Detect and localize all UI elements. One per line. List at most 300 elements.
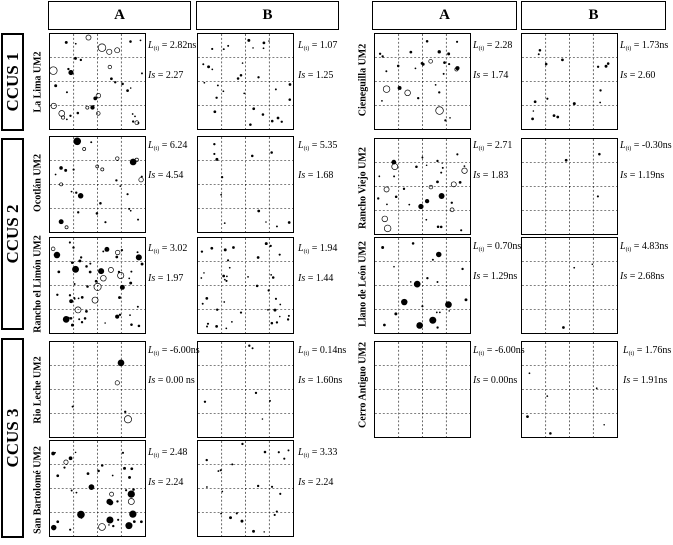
tree-point <box>378 175 380 177</box>
tree-point <box>268 40 270 42</box>
point-pattern-panel-rio-leche-um2-a <box>49 341 146 438</box>
tree-point <box>597 66 599 68</box>
tree-point <box>545 63 548 66</box>
tree-point <box>236 512 238 514</box>
is-symbol: Is <box>298 477 306 488</box>
l-value: = 1.94 <box>309 243 338 254</box>
is-statistic <box>473 375 525 386</box>
tree-point <box>57 271 60 274</box>
tree-point <box>123 467 126 470</box>
tree-point <box>603 424 605 426</box>
tree-point <box>288 315 290 317</box>
tree-point <box>89 484 95 490</box>
tree-point <box>226 276 228 278</box>
tree-point <box>279 304 281 306</box>
l-value: = 1.76ns <box>634 345 672 356</box>
tree-point <box>461 268 463 270</box>
is-symbol: Is <box>620 70 628 81</box>
l-subscript: (t) <box>478 247 485 253</box>
tree-point <box>54 84 57 87</box>
tree-point <box>269 245 271 247</box>
tree-point <box>81 296 84 299</box>
tree-point <box>215 325 218 328</box>
l-symbol: L <box>148 447 154 458</box>
tree-point <box>276 511 278 513</box>
tree-point <box>436 160 438 162</box>
tree-point <box>384 225 391 232</box>
tree-point <box>211 68 213 70</box>
tree-point <box>534 100 537 103</box>
l-symbol: L <box>298 140 304 151</box>
tree-point <box>104 221 106 223</box>
l-value: = 4.83ns <box>631 241 669 252</box>
tree-point <box>381 246 384 249</box>
tree-point <box>85 310 88 313</box>
tree-point <box>377 197 379 199</box>
l-statistic <box>473 40 512 55</box>
tree-point <box>200 277 202 279</box>
is-symbol: Is <box>473 375 481 386</box>
tree-point <box>436 181 439 184</box>
tree-point <box>77 112 80 115</box>
l-statistic <box>473 345 525 360</box>
tree-point <box>271 322 274 325</box>
tree-point <box>440 226 443 229</box>
tree-point <box>277 117 280 120</box>
tree-point <box>202 303 204 305</box>
tree-point <box>403 188 405 190</box>
tree-point <box>392 164 398 170</box>
is-value: = 1.68 <box>305 170 334 181</box>
tree-point <box>56 474 59 477</box>
tree-point <box>207 65 210 68</box>
tree-point <box>240 312 242 314</box>
tree-point <box>241 520 244 523</box>
tree-point <box>443 73 445 75</box>
is-statistic <box>148 273 187 284</box>
l-statistic <box>148 447 187 462</box>
tree-point <box>203 272 205 274</box>
tree-point <box>121 83 124 86</box>
is-statistic <box>148 170 187 181</box>
tree-point <box>96 112 100 116</box>
tree-point <box>201 250 203 252</box>
tree-point <box>275 88 277 90</box>
is-symbol: Is <box>148 70 156 81</box>
tree-point <box>104 322 106 324</box>
tree-point <box>220 513 222 515</box>
tree-point <box>421 62 424 65</box>
tree-point <box>598 153 601 156</box>
tree-point <box>271 120 274 123</box>
tree-point <box>137 219 139 221</box>
tree-point <box>443 61 446 64</box>
tree-point <box>128 490 135 497</box>
tree-point <box>128 277 130 279</box>
l-symbol: L <box>620 40 626 51</box>
tree-point <box>69 456 73 460</box>
is-value: = 1.60ns <box>305 375 343 386</box>
site-label-ocotlan: Ocotlán UM2 <box>32 153 44 213</box>
l-value: = 2.82ns <box>159 40 197 51</box>
tree-point <box>436 252 441 257</box>
tree-point <box>86 35 91 40</box>
is-symbol: Is <box>148 273 156 284</box>
tree-point <box>398 86 402 90</box>
quadrat-grid <box>50 441 145 536</box>
tree-point <box>449 117 451 119</box>
tree-point <box>442 167 444 169</box>
l-symbol: L <box>473 140 479 151</box>
l-subscript: (t) <box>303 351 310 357</box>
tree-point <box>65 226 68 229</box>
tree-point <box>80 517 82 519</box>
tree-point <box>75 43 77 45</box>
tree-point <box>221 176 223 178</box>
point-pattern-panel-san-bartolome-um2-b <box>197 440 294 537</box>
tree-point <box>539 49 542 52</box>
l-symbol: L <box>298 40 304 51</box>
l-statistic <box>298 243 337 258</box>
tree-point <box>252 47 254 49</box>
tree-point <box>247 276 249 278</box>
tree-point <box>270 151 273 154</box>
tree-point <box>460 229 462 231</box>
is-symbol: Is <box>473 271 481 282</box>
tree-point <box>128 208 130 210</box>
tree-point <box>426 277 428 279</box>
tree-point <box>276 225 278 227</box>
tree-point <box>221 491 223 493</box>
tree-point <box>220 194 222 196</box>
is-value: = 1.19ns <box>627 170 665 181</box>
tree-point <box>51 525 56 530</box>
tree-point <box>122 452 124 454</box>
group-ccus-3 <box>1 338 24 538</box>
tree-point <box>257 210 260 213</box>
tree-point <box>247 39 250 42</box>
statistics-ocotlan-um2-b <box>298 140 337 181</box>
is-symbol: Is <box>298 273 306 284</box>
quadrat-grid <box>522 342 617 437</box>
tree-point <box>116 500 118 502</box>
statistics-san-bartolome-um2-b <box>298 447 337 488</box>
tree-point <box>412 242 415 245</box>
tree-point <box>256 285 259 288</box>
tree-point <box>562 326 565 329</box>
tree-point <box>267 309 269 311</box>
tree-point <box>108 267 113 272</box>
tree-point <box>262 113 265 116</box>
site-label-cerro-antiguo: Cerro Antiguo UM2 <box>357 342 369 428</box>
quadrat-grid <box>375 238 470 333</box>
l-statistic <box>298 447 337 462</box>
tree-point <box>225 328 227 330</box>
tree-point <box>222 90 224 92</box>
tree-point <box>279 316 281 318</box>
tree-point <box>417 97 419 99</box>
l-symbol: L <box>623 345 629 356</box>
tree-point <box>464 165 466 167</box>
l-symbol: L <box>148 345 154 356</box>
tree-point <box>77 211 79 213</box>
tree-point <box>68 70 73 75</box>
point-pattern-panel-cerro-antiguo-um2-a <box>374 341 471 438</box>
is-value: = 0.00 ns <box>155 375 195 386</box>
tree-point <box>549 432 552 435</box>
tree-point <box>381 100 383 102</box>
tree-point <box>421 305 423 307</box>
quadrat-grid <box>198 441 293 536</box>
tree-point <box>394 312 397 315</box>
l-value: = 6.24 <box>159 140 188 151</box>
statistics-ocotlan-um2-a <box>148 140 187 181</box>
tree-point <box>54 452 56 454</box>
tree-point <box>257 256 260 259</box>
tree-point <box>132 120 134 122</box>
tree-point <box>108 65 112 69</box>
tree-point <box>85 265 88 268</box>
tree-point <box>459 181 462 184</box>
is-symbol: Is <box>298 70 306 81</box>
tree-point <box>252 347 254 349</box>
tree-point <box>203 82 205 84</box>
tree-point <box>55 174 57 176</box>
tree-point <box>215 158 218 161</box>
tree-point <box>90 141 92 143</box>
tree-point <box>128 498 134 504</box>
is-value: = 4.54 <box>155 170 184 181</box>
tree-point <box>59 166 63 170</box>
is-symbol: Is <box>148 375 156 386</box>
l-statistic <box>298 40 337 55</box>
statistics-rancho-el-limon-um2-a <box>148 243 187 284</box>
is-statistic <box>623 375 671 386</box>
l-value: = -6.00ns <box>484 345 525 356</box>
is-symbol: Is <box>620 170 628 181</box>
tree-point <box>83 147 86 150</box>
tree-point <box>263 47 265 49</box>
point-pattern-panel-ocotlan-um2-a <box>49 136 146 233</box>
tree-point <box>429 59 433 63</box>
tree-point <box>410 281 412 283</box>
is-value: = 2.24 <box>305 477 334 488</box>
tree-point <box>81 321 83 323</box>
tree-point <box>139 177 144 182</box>
column-header-a-right: A <box>372 1 517 30</box>
tree-point <box>112 475 114 477</box>
tree-point <box>275 298 277 300</box>
tree-point <box>414 281 421 288</box>
l-statistic <box>148 243 187 258</box>
tree-point <box>130 159 137 166</box>
is-value: = 2.68ns <box>627 271 665 282</box>
tree-point <box>538 53 540 55</box>
site-label-llano-de-leon: Llano de León UM2 <box>357 241 369 327</box>
tree-point <box>278 451 280 453</box>
tree-point <box>597 195 599 197</box>
tree-point <box>426 164 428 166</box>
l-value: = 0.70ns <box>484 241 522 252</box>
tree-point <box>65 41 68 44</box>
tree-point <box>465 298 468 301</box>
tree-point <box>70 317 73 320</box>
tree-point <box>69 115 71 117</box>
l-symbol: L <box>148 243 154 254</box>
tree-point <box>69 529 71 531</box>
quadrat-grid <box>198 34 293 129</box>
statistics-cieneguilla-um2-b <box>620 40 668 81</box>
tree-point <box>432 259 434 261</box>
tree-point <box>288 98 291 101</box>
tree-point <box>205 297 208 300</box>
group-ccus-2 <box>1 138 24 330</box>
l-value: = 2.48 <box>159 447 188 458</box>
tree-point <box>242 62 244 64</box>
tree-point <box>117 519 119 521</box>
is-value: = 1.29ns <box>480 271 518 282</box>
tree-point <box>115 179 117 181</box>
site-label-san-bartolome: San Bartolomé UM2 <box>32 446 44 534</box>
tree-point <box>429 317 436 324</box>
tree-point <box>269 400 271 402</box>
tree-point <box>130 87 132 89</box>
l-symbol: L <box>473 345 479 356</box>
tree-point <box>408 204 410 206</box>
tree-point <box>63 316 70 323</box>
quadrat-grid <box>50 238 145 333</box>
tree-point <box>107 49 112 54</box>
tree-point <box>80 59 82 61</box>
is-statistic <box>298 70 337 81</box>
tree-point <box>101 168 104 171</box>
is-statistic <box>298 375 346 386</box>
tree-point <box>421 157 423 159</box>
tree-point <box>438 91 440 93</box>
is-statistic <box>473 170 512 181</box>
group-label: CCUS 2 <box>2 204 22 264</box>
statistics-rancho-el-limon-um2-b <box>298 243 337 284</box>
tree-point <box>80 256 82 258</box>
tree-point <box>279 254 281 256</box>
tree-point <box>112 525 114 527</box>
is-symbol: Is <box>473 70 481 81</box>
statistics-cieneguilla-um2-a <box>473 40 512 81</box>
tree-point <box>384 187 389 192</box>
tree-point <box>69 294 71 296</box>
tree-point <box>249 123 252 126</box>
tree-point <box>451 202 453 204</box>
statistics-cerro-antiguo-um2-b <box>623 345 671 386</box>
tree-point <box>64 460 68 464</box>
tree-point <box>257 485 259 487</box>
tree-point <box>437 281 439 283</box>
is-symbol: Is <box>148 170 156 181</box>
tree-point <box>393 266 395 268</box>
tree-point <box>288 449 290 451</box>
tree-point <box>265 242 268 245</box>
l-statistic <box>623 345 671 360</box>
quadrat-grid <box>198 137 293 232</box>
tree-point <box>121 249 123 251</box>
point-pattern-panel-rio-leche-um2-b <box>197 341 294 438</box>
tree-point <box>125 489 127 491</box>
l-subscript: (t) <box>625 46 632 52</box>
tree-point <box>232 246 235 249</box>
tree-point <box>63 467 65 469</box>
tree-point <box>222 275 225 278</box>
tree-point <box>270 274 272 276</box>
tree-point <box>78 259 81 262</box>
tree-point <box>72 246 74 248</box>
tree-point <box>95 280 98 283</box>
tree-point <box>51 247 55 251</box>
is-value: = 1.74 <box>480 70 509 81</box>
tree-point <box>75 192 77 194</box>
tree-point <box>435 84 437 86</box>
l-symbol: L <box>620 140 626 151</box>
l-subscript: (t) <box>153 46 160 52</box>
tree-point <box>241 443 243 445</box>
l-value: = 1.73ns <box>631 40 669 51</box>
quadrat-grid <box>198 238 293 333</box>
tree-point <box>126 89 129 92</box>
tree-point <box>382 216 388 222</box>
l-statistic <box>298 140 337 155</box>
tree-point <box>262 418 264 420</box>
tree-point <box>211 48 213 50</box>
tree-point <box>84 317 87 320</box>
l-subscript: (t) <box>628 351 635 357</box>
tree-point <box>102 250 104 252</box>
is-symbol: Is <box>623 375 631 386</box>
tree-point <box>114 81 116 83</box>
tree-point <box>379 53 381 55</box>
tree-point <box>137 306 139 308</box>
quadrat-grid <box>50 137 145 232</box>
tree-point <box>216 309 218 311</box>
is-statistic <box>620 70 668 81</box>
l-subscript: (t) <box>303 146 310 152</box>
tree-point <box>227 45 229 47</box>
tree-point <box>429 185 433 189</box>
group-ccus-1 <box>1 33 24 131</box>
l-symbol: L <box>148 40 154 51</box>
tree-point <box>533 110 535 112</box>
tree-point <box>137 251 139 253</box>
tree-point <box>132 113 134 115</box>
tree-point <box>561 58 564 61</box>
tree-point <box>224 222 226 224</box>
tree-point <box>59 110 65 116</box>
point-pattern-panel-ocotlan-um2-b <box>197 136 294 233</box>
tree-point <box>231 463 233 465</box>
is-value: = 2.60 <box>627 70 656 81</box>
tree-point <box>288 221 291 224</box>
tree-point <box>90 105 94 109</box>
tree-point <box>71 261 74 264</box>
tree-point <box>73 169 75 171</box>
statistics-rancho-viejo-um2-a <box>473 140 512 181</box>
point-pattern-panel-rancho-el-limon-um2-a <box>49 237 146 334</box>
tree-point <box>66 119 68 121</box>
is-symbol: Is <box>148 477 156 488</box>
statistics-la-lima-um2-b <box>298 40 337 81</box>
tree-point <box>96 93 101 98</box>
tree-point <box>86 285 89 288</box>
tree-point <box>119 185 121 187</box>
tree-point <box>92 297 98 303</box>
